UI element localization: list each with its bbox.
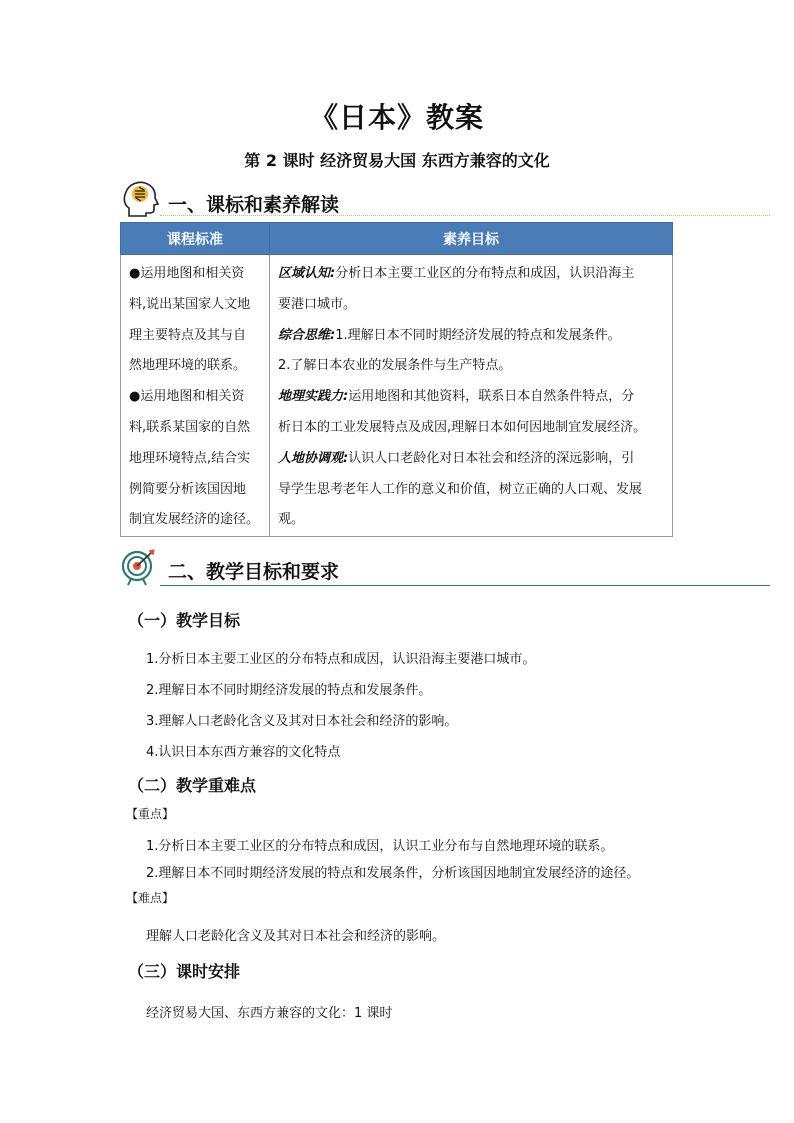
standards-line: 例简要分析该国因地 <box>129 481 247 497</box>
standards-line: ●运用地图和相关资 <box>129 266 245 281</box>
goal-line <box>278 505 670 536</box>
goal-text: 2.了解日本农业的发展条件与生产特点。 <box>278 358 512 374</box>
goal-text: 导学生思考老年人工作的意义和价值，树立正确的人口观、发展 <box>278 481 643 497</box>
lesson-subtitle: 第 2 课时 经济贸易大国 东西方兼容的文化 <box>244 151 550 170</box>
standards-line: ●运用地图和相关资 <box>129 389 245 405</box>
difficult-tag: 【难点】 <box>126 891 175 905</box>
section1-rule <box>160 215 770 216</box>
goal-line <box>278 351 670 382</box>
teaching-goal-item: 2.理解日本不同时期经济发展的特点和发展条件。 <box>146 683 432 698</box>
teaching-goal-item: 3.理解人口老龄化含义及其对日本社会和经济的影响。 <box>146 714 458 729</box>
schedule-text: 经济贸易大国、东西方兼容的文化：1 课时 <box>146 1006 393 1021</box>
teaching-goal-item: 4.认识日本东西方兼容的文化特点 <box>146 745 341 760</box>
section2-rule <box>160 585 770 586</box>
goal-keyword: 区域认知: <box>278 266 336 281</box>
standards-line: 地理环境特点,结合实 <box>129 450 251 466</box>
goal-line <box>278 259 670 290</box>
goal-line <box>278 444 670 475</box>
key-point-item: 2.理解日本不同时期经济发展的特点和发展条件，分析该国因地制宜发展经济的途径。 <box>146 866 640 881</box>
key-points-title: （二）教学重难点 <box>128 776 257 795</box>
standards-table <box>120 222 673 537</box>
table-header-goals: 素养目标 <box>270 223 673 255</box>
goal-text: 1.理解日本不同时期经济发展的特点和发展条件。 <box>335 327 621 343</box>
goal-text: 分析日本主要工业区的分布特点和成因，认识沿海主 <box>335 266 635 281</box>
goal-text: 观。 <box>278 512 305 528</box>
key-tag: 【重点】 <box>126 807 175 821</box>
goal-text: 要港口城市。 <box>278 296 357 312</box>
standards-line: 然地理环境的联系。 <box>129 358 247 374</box>
goals-cell <box>270 255 673 537</box>
difficult-point: 理解人口老龄化含义及其对日本社会和经济的影响。 <box>146 929 446 944</box>
target-icon <box>120 548 162 590</box>
standards-line: 制宜发展经济的途径。 <box>129 512 260 528</box>
goal-text: 运用地图和其他资料，联系日本自然条件特点，分 <box>348 389 635 405</box>
teaching-goal-item: 1.分析日本主要工业区的分布特点和成因，认识沿海主要港口城市。 <box>146 652 536 667</box>
schedule-title: （三）课时安排 <box>128 962 241 981</box>
standards-line: 料,说出某国家人文地 <box>129 296 251 312</box>
standards-line: 理主要特点及其与自 <box>129 327 247 343</box>
key-point-item: 1.分析日本主要工业区的分布特点和成因，认识工业分布与自然地理环境的联系。 <box>146 839 614 854</box>
goal-keyword: 综合思维: <box>278 327 336 343</box>
section1-heading <box>120 178 770 222</box>
goal-line <box>278 321 670 352</box>
standards-cell <box>121 255 270 537</box>
section2-heading <box>120 545 770 589</box>
table-header-standards: 课程标准 <box>121 223 270 255</box>
goal-text: 认识人口老龄化对日本社会和经济的深远影响，引 <box>348 450 635 466</box>
teaching-goals-title: （一）教学目标 <box>128 611 241 630</box>
standards-line: 料,联系某国家的自然 <box>129 419 251 435</box>
document-title: 《日本》教案 <box>309 101 484 134</box>
goal-line <box>278 475 670 506</box>
goal-line <box>278 382 670 413</box>
section1-title: 一、课标和素养解读 <box>168 194 340 216</box>
goal-keyword: 人地协调观: <box>278 450 349 466</box>
goal-line <box>278 413 670 444</box>
goal-text: 析日本的工业发展特点及成因,理解日本如何因地制宜发展经济。 <box>278 419 647 435</box>
goal-line <box>278 290 670 321</box>
section2-title: 二、教学目标和要求 <box>168 561 340 583</box>
thinking-head-icon <box>120 178 162 220</box>
goal-keyword: 地理实践力: <box>278 389 349 405</box>
